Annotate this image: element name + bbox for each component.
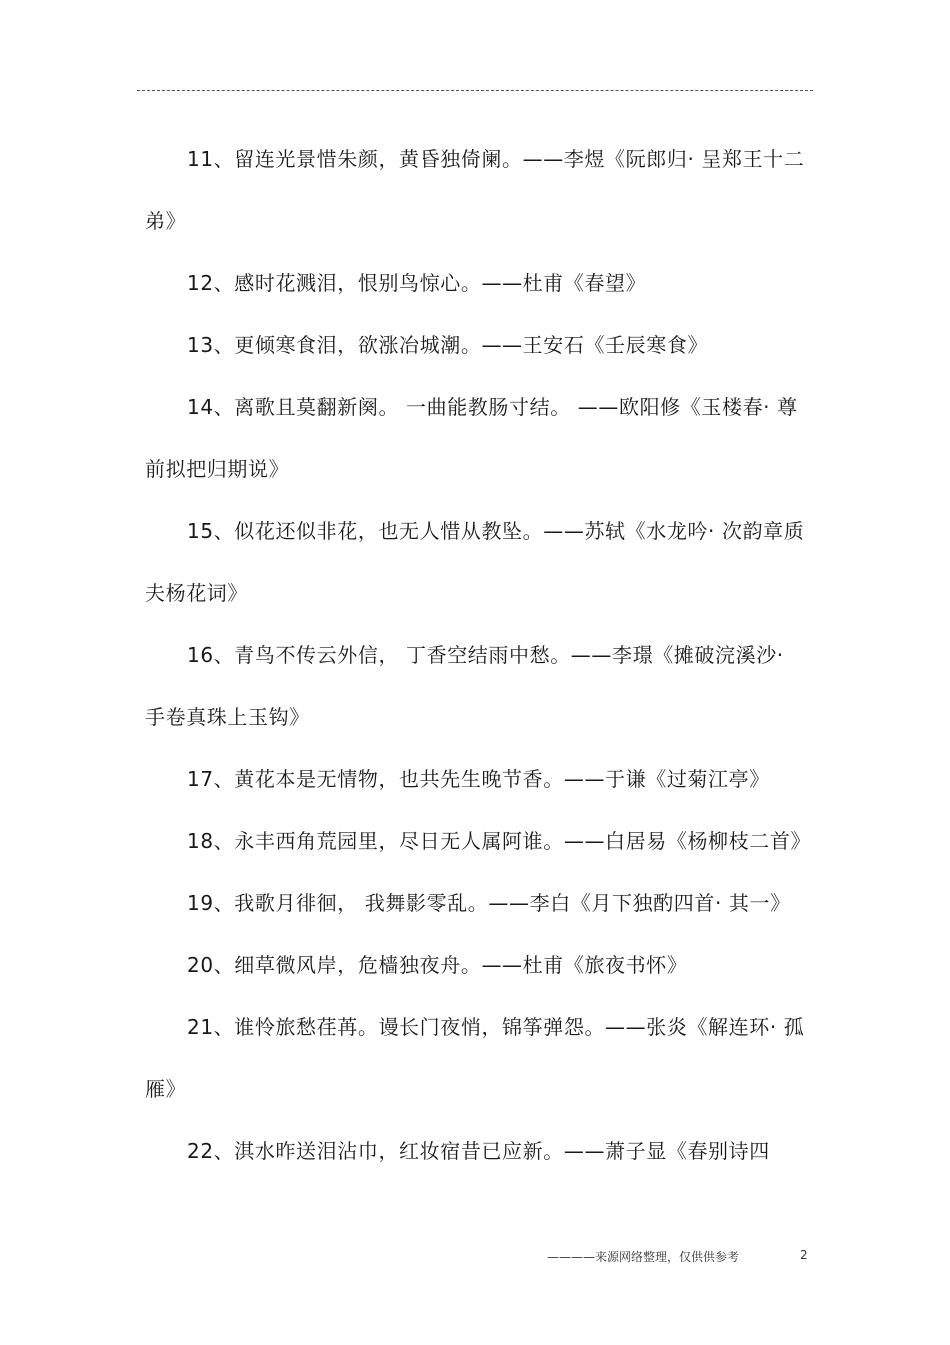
poem-entry: 12、感时花溅泪，恨别鸟惊心。——杜甫《春望》: [187, 271, 647, 295]
header-divider: [137, 90, 813, 91]
poem-entry: 11、留连光景惜朱颜，黄昏独倚阑。——李煜《阮郎归· 呈郑王十二弟》: [145, 147, 805, 233]
poem-entry: 21、谁怜旅愁荏苒。谩长门夜悄，锦筝弹怨。——张炎《解连环· 孤雁》: [145, 1015, 805, 1101]
poem-entry: 20、细草微风岸，危樯独夜舟。——杜甫《旅夜书怀》: [187, 953, 688, 977]
poem-entry: 17、黄花本是无情物，也共先生晚节香。——于谦《过菊江亭》: [187, 767, 770, 791]
page-footer: [0, 1248, 950, 1268]
poem-entry: 16、青鸟不传云外信， 丁香空结雨中愁。——李璟《摊破浣溪沙· 手卷真珠上玉钩》: [145, 643, 784, 729]
poem-entry: 14、离歌且莫翻新阕。 一曲能教肠寸结。 ——欧阳修《玉楼春· 尊前拟把归期说》: [145, 395, 798, 481]
page-number: 2: [800, 1248, 808, 1262]
poem-entry: 19、我歌月徘徊， 我舞影零乱。——李白《月下独酌四首· 其一》: [187, 891, 791, 915]
source-note: ————来源网络整理，仅供供参考: [547, 1250, 740, 1264]
poem-entry: 15、似花还似非花，也无人惜从教坠。——苏轼《水龙吟· 次韵章质夫杨花词》: [145, 519, 805, 605]
poem-entry: 22、淇水昨送泪沾巾，红妆宿昔已应新。——萧子显《春别诗四: [187, 1139, 770, 1163]
poem-entry: 18、永丰西角荒园里，尽日无人属阿谁。——白居易《杨柳枝二首》: [187, 829, 812, 853]
poem-entry: 13、更倾寒食泪，欲涨冶城潮。——王安石《壬辰寒食》: [187, 333, 709, 357]
poem-list: [145, 128, 810, 1182]
